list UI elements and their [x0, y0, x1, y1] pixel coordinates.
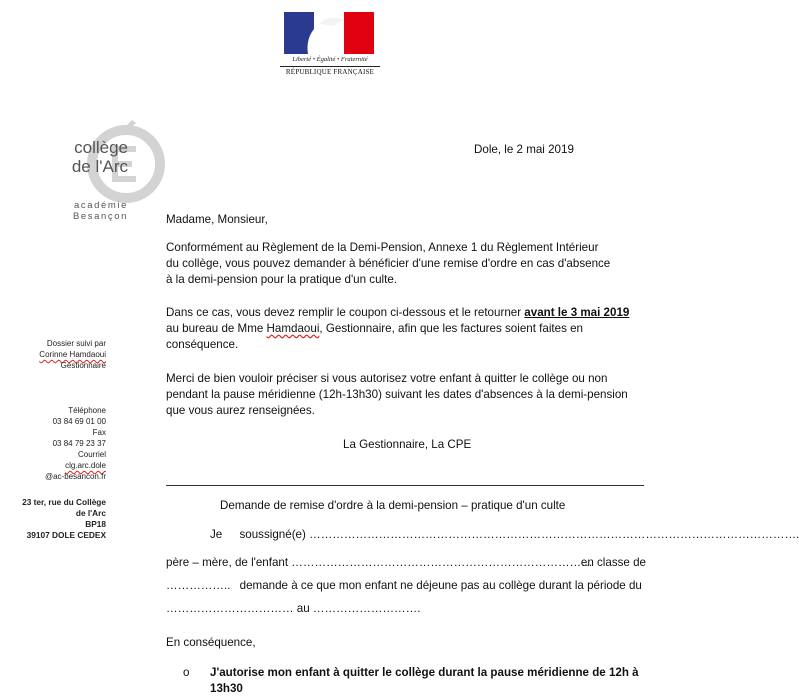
child-name-field[interactable]: père – mère, de l'enfant …………………………………………………………………… [166, 556, 593, 569]
sidebar-address: 23 ter, rue du Collège de l'Arc BP18 39107 DOLE CEDEX [22, 497, 106, 540]
option-1-text: J'autorise mon enfant à quitter le collège durant la pause méridienne de 12h à 13h30 [210, 666, 639, 695]
form-line-1: Je soussigné(e) ………………………………………………………………………………………………………………. [210, 528, 799, 541]
republique-francaise-label: RÉPUBLIQUE FRANÇAISE [280, 66, 380, 76]
form-divider [166, 485, 644, 486]
class-field[interactable]: …………….. [166, 579, 231, 592]
sidebar-phone-fax: Téléphone 03 84 69 01 00 Fax 03 84 79 23 37 Courriel clg.arc.dole @ac-besancon.fr [20, 405, 106, 482]
college-logo [52, 110, 164, 230]
contact-name: Corinne Hamdaoui [39, 350, 106, 359]
form-line-3: …………….. demande à ce que mon enfant ne déjeune pas au collège durant la période du [166, 579, 642, 592]
email-line2: @ac-besancon.fr [44, 472, 106, 481]
email-line1: clg.arc.dole [65, 461, 106, 470]
signature: La Gestionnaire, La CPE [343, 438, 472, 451]
marianne-flag-icon [284, 12, 374, 54]
college-name: collège de l'Arc [71, 138, 128, 176]
academy-name: académie Besançon [72, 200, 128, 222]
letter-date: Dole, le 2 mai 2019 [474, 143, 574, 156]
phone-number: 03 84 69 01 00 [52, 417, 106, 426]
consequence-label: En conséquence, [166, 636, 256, 649]
manager-name: Hamdaoui [266, 322, 320, 335]
paragraph-2: Dans ce cas, vous devez remplir le coupon ci-dessous et le retourner avant le 3 mai 2019 au bureau de Mme Hamdaoui, Gestionnaire, afin que les factures soient faites en conséquence. [166, 306, 630, 351]
form-title: Demande de remise d'ordre à la demi-pension – pratique d'un culte [220, 499, 566, 512]
form-line-4 [166, 601, 420, 617]
deadline: avant le 3 mai 2019 [524, 306, 630, 319]
motto: Liberté • Égalité • Fraternité [292, 56, 368, 63]
paragraph-1: Conformément au Règlement de la Demi-Pension, Annexe 1 du Règlement Intérieur du collège, vous pouvez demander à bénéficier d'une remise d'ordre en cas d'absence à la demi-pension pour la pratique d'un culte. [166, 241, 611, 286]
paragraph-3: Merci de bien vouloir préciser si vous autorisez votre enfant à quitter le collège ou non pendant la pause méridienne (12h-13h30) suivant les dates d'absences à la demi-pension que vous aurez renseignées. [166, 372, 628, 417]
salutation: Madame, Monsieur, [166, 213, 268, 226]
name-field[interactable]: ………………………………………………………………………………………………………………. [309, 528, 799, 541]
form-line-2: père – mère, de l'enfant …………………………………………………………………… en classe de [166, 556, 646, 569]
option-1-checkbox[interactable]: o [183, 666, 190, 679]
date-from-field[interactable]: …………………………… [166, 602, 294, 615]
republique-francaise-logo [280, 12, 380, 76]
date-to-field[interactable]: au ………………………. [296, 602, 421, 615]
fax-number: 03 84 79 23 37 [52, 439, 106, 448]
sidebar-contact: Dossier suivi par Corinne Hamdaoui Gestionnaire [39, 339, 106, 370]
